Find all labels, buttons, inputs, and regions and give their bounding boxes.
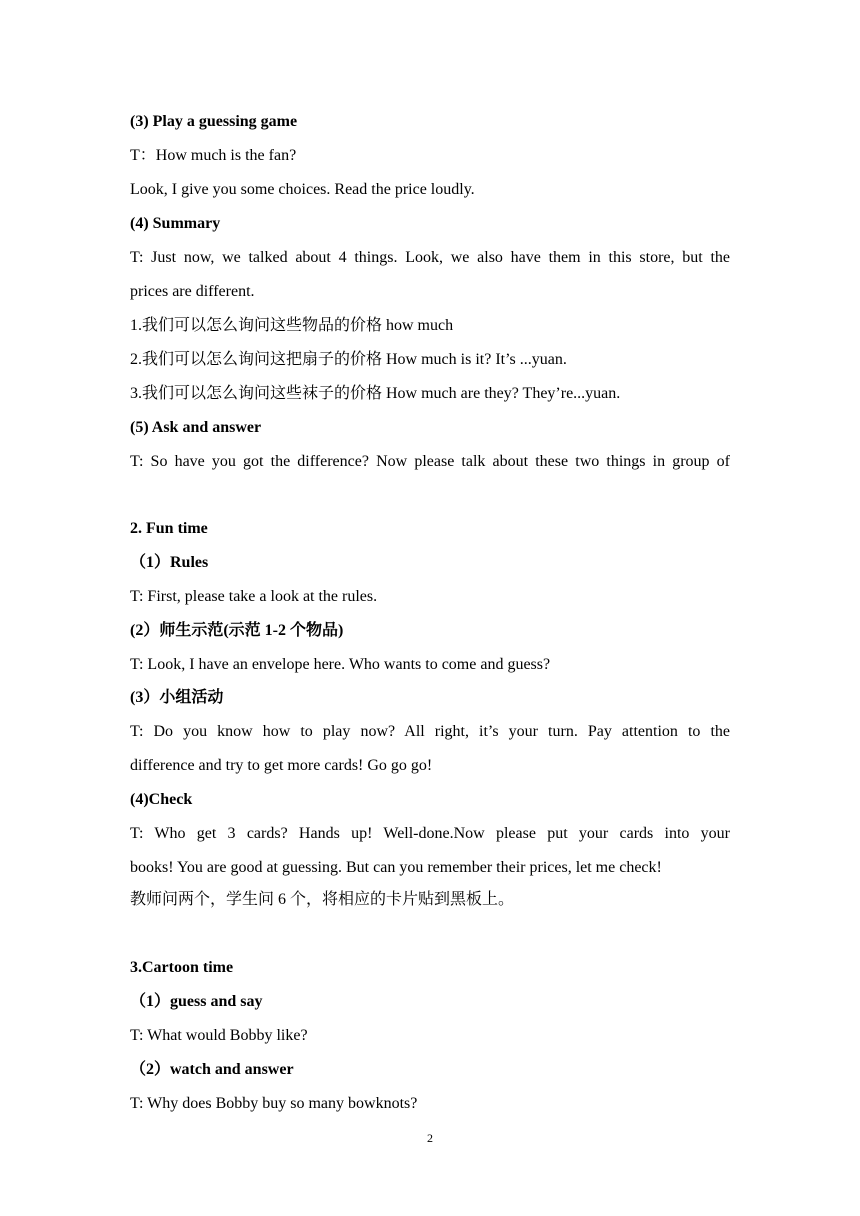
paragraph-line: difference and try to get more cards! Go go go!: [130, 757, 433, 774]
summary-question-2: 2.我们可以怎么询问这把扇子的价格 How much is it? It’s ...yuan.: [130, 351, 567, 368]
paragraph-line: T: First, please take a look at the rules.: [130, 588, 378, 605]
paragraph-line: T: What would Bobby like?: [130, 1027, 308, 1044]
paragraph-line: T: Why does Bobby buy so many bowknots?: [130, 1095, 418, 1112]
subsection-heading-rules: （1）Rules: [130, 554, 209, 571]
section-heading-fun-time: 2. Fun time: [130, 520, 208, 537]
paragraph-line: prices are different.: [130, 283, 255, 300]
summary-question-3: 3.我们可以怎么询问这些袜子的价格 How much are they? They’re...yuan.: [130, 385, 621, 402]
paragraph-line: T：How much is the fan?: [130, 147, 297, 164]
paragraph-line: T: Look, I have an envelope here. Who wants to come and guess?: [130, 656, 551, 673]
paragraph-line: T: Do you know how to play now? All right, it’s your turn. Pay attention to the: [130, 723, 730, 740]
paragraph-line: T: Just now, we talked about 4 things. Look, we also have them in this store, but the: [130, 249, 730, 266]
subsection-heading-demo: (2）师生示范(示范 1-2 个物品): [130, 622, 344, 639]
section-heading-summary: (4) Summary: [130, 215, 221, 232]
subsection-heading-check: (4)Check: [130, 791, 193, 808]
paragraph-line-cjk: 教师问两个，学生问 6 个，将相应的卡片贴到黑板上。: [130, 891, 515, 908]
paragraph-line: T: So have you got the difference? Now please talk about these two things in group of: [130, 453, 730, 470]
section-heading-ask-and-answer: (5) Ask and answer: [130, 419, 262, 436]
section-heading-play-guessing-game: (3) Play a guessing game: [130, 113, 298, 130]
paragraph-line: books! You are good at guessing. But can you remember their prices, let me check!: [130, 859, 662, 876]
subsection-heading-watch-and-answer: （2）watch and answer: [130, 1061, 294, 1078]
page-number: 2: [427, 1131, 433, 1145]
subsection-heading-group-activity: (3）小组活动: [130, 689, 224, 706]
paragraph-line: T: Who get 3 cards? Hands up! Well-done.Now please put your cards into your: [130, 825, 730, 842]
paragraph-line: Look, I give you some choices. Read the price loudly.: [130, 181, 475, 198]
summary-question-1: 1.我们可以怎么询问这些物品的价格 how much: [130, 317, 454, 334]
section-heading-cartoon-time: 3.Cartoon time: [130, 959, 234, 976]
subsection-heading-guess-and-say: （1）guess and say: [130, 993, 263, 1010]
